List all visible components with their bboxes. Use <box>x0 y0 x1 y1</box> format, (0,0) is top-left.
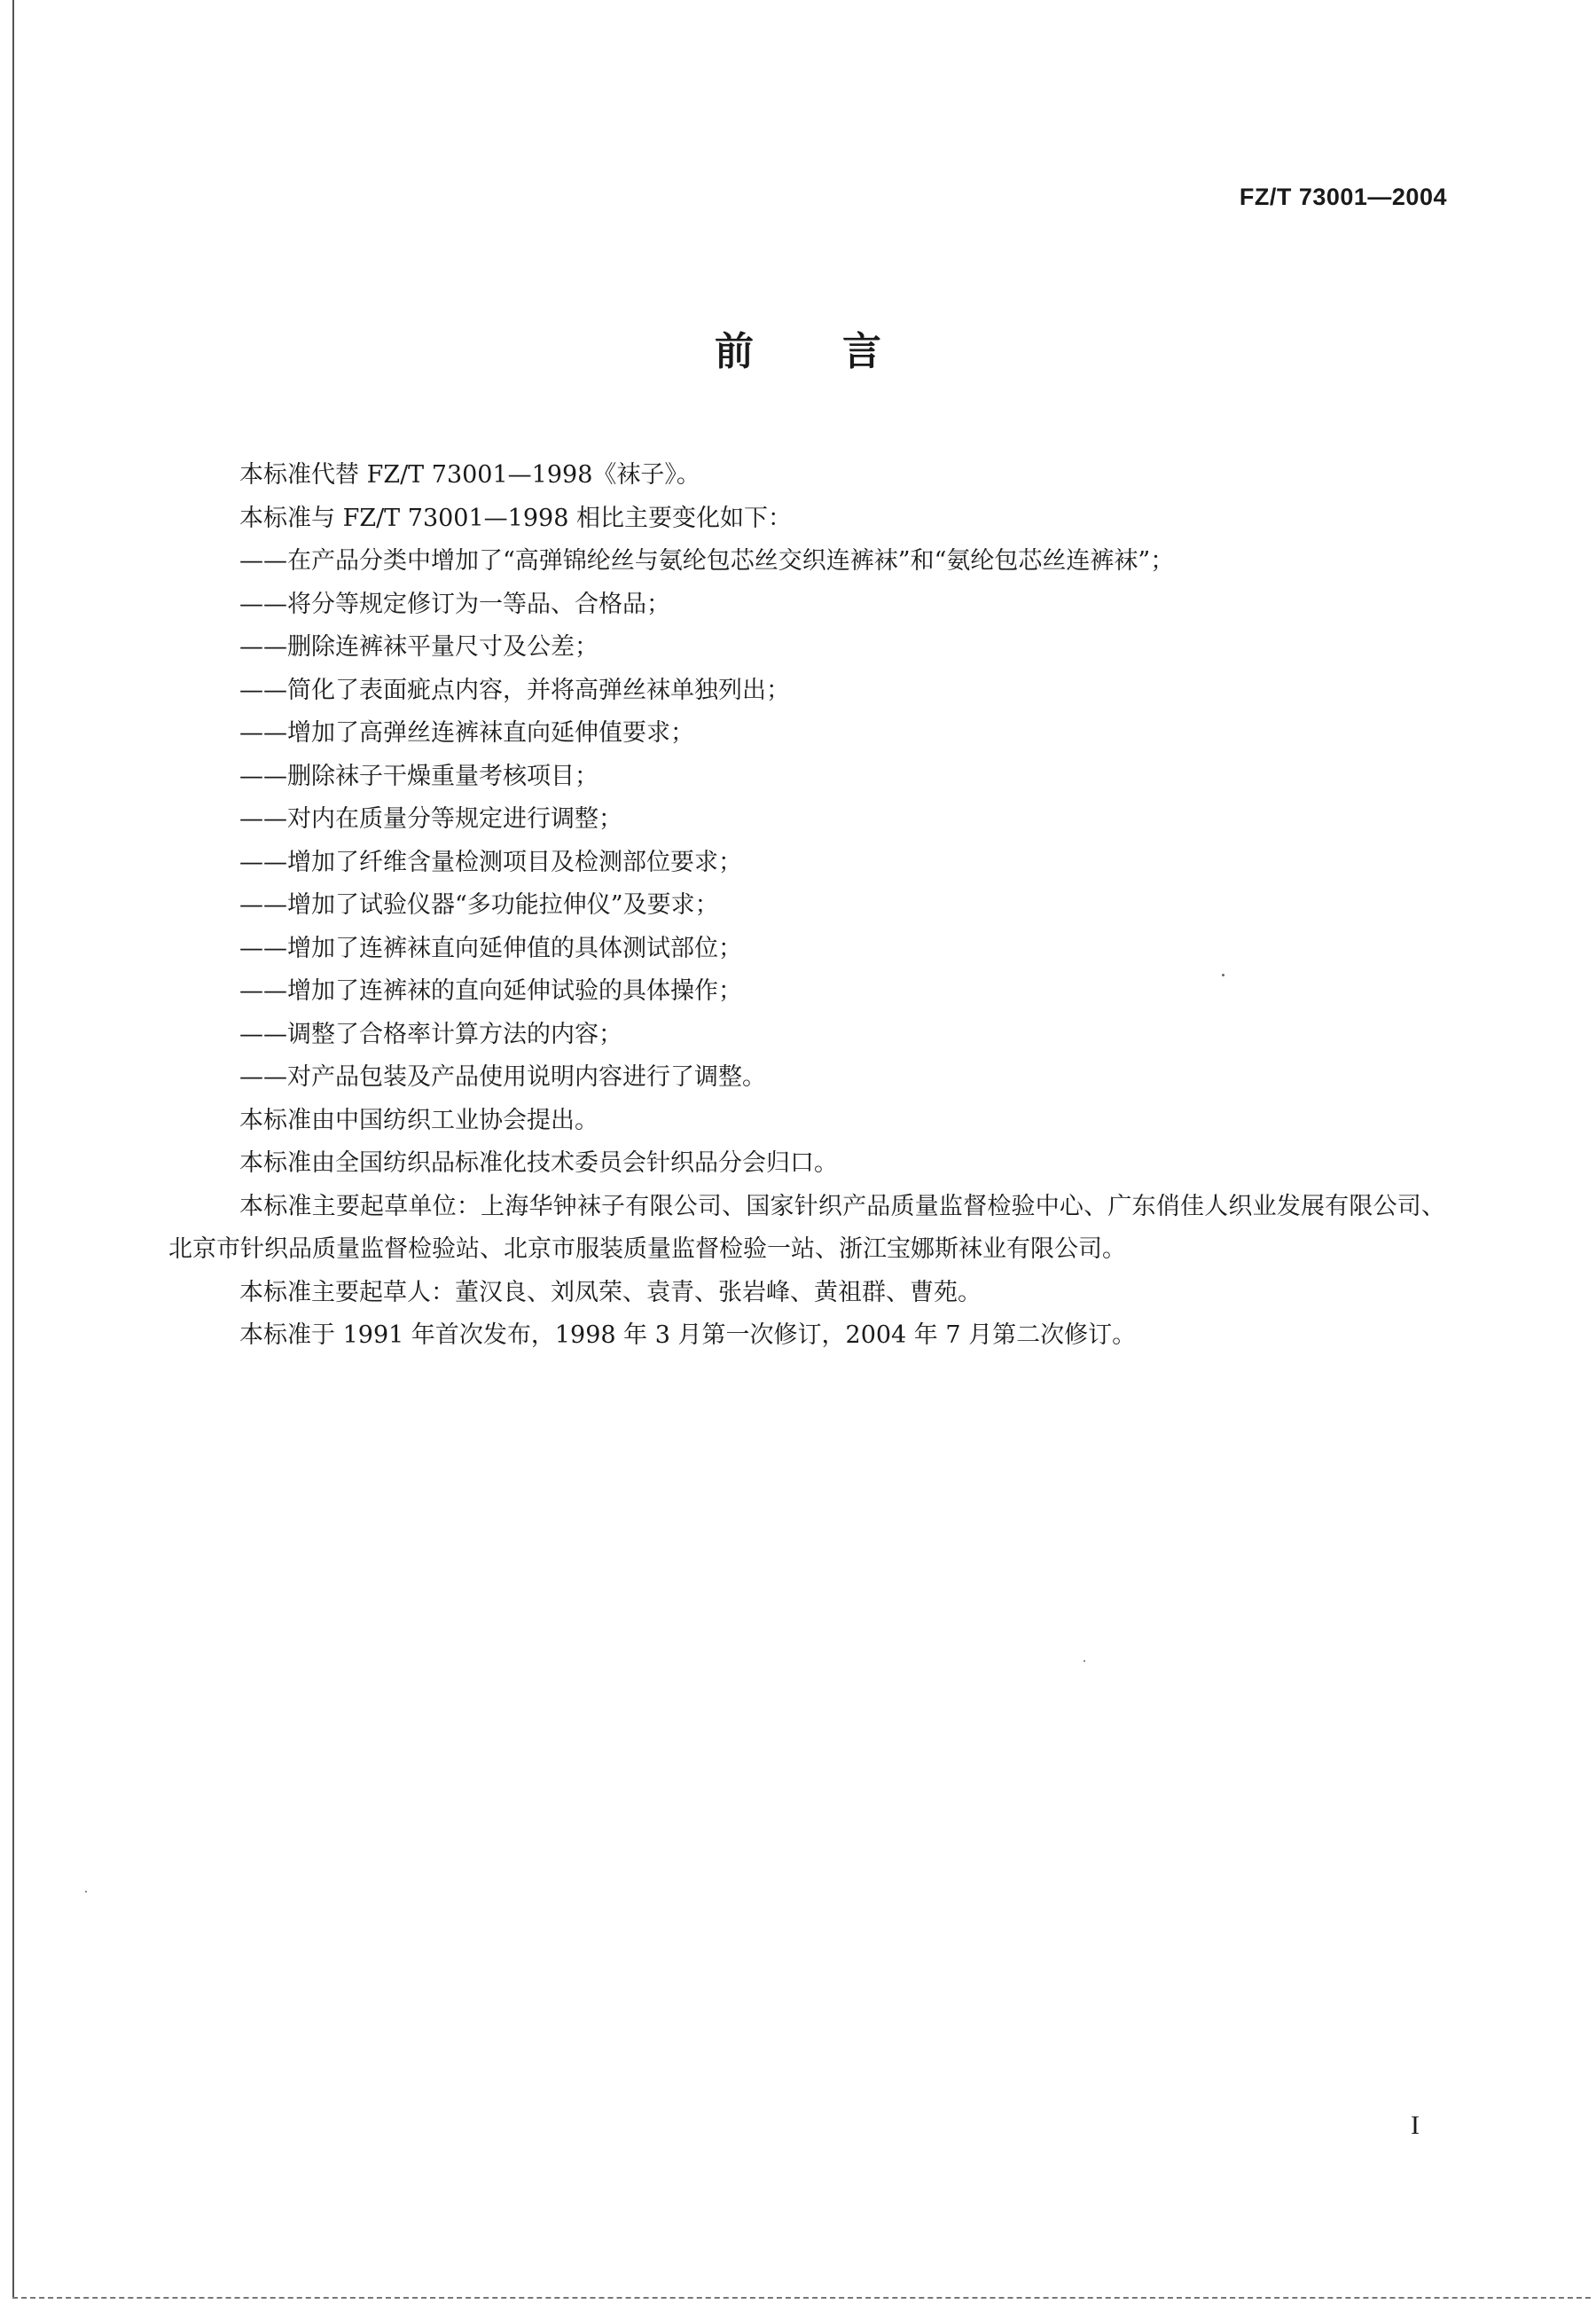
list-item: ——对产品包装及产品使用说明内容进行了调整。 <box>239 1063 766 1091</box>
page-bottom-edge <box>12 2297 1591 2299</box>
list-item: ——在产品分类中增加了“高弹锦纶丝与氨纶包芯丝交织连裤袜”和“氨纶包芯丝连裤袜”； <box>239 547 1175 575</box>
scan-speck <box>1222 974 1224 976</box>
list-item: ——删除连裤袜平量尺寸及公差； <box>239 633 598 661</box>
paragraph-changes-intro: 本标准与 FZ/T 73001—1998 相比主要变化如下： <box>239 504 792 532</box>
paragraph-drafting-units: 本标准主要起草单位：上海华钟袜子有限公司、国家针织产品质量监督检验中心、广东俏佳人织业发展有限公司、北京市针织品质量监督检验站、北京市服装质量监督检验一站、浙江宝娜斯袜业有限公司。 <box>168 1192 1445 1263</box>
paragraph-proposed-by: 本标准由中国纺织工业协会提出。 <box>239 1106 598 1134</box>
list-item: ——增加了高弹丝连裤袜直向延伸值要求； <box>239 719 694 747</box>
list-item: ——增加了连裤袜的直向延伸试验的具体操作； <box>239 977 742 1005</box>
page-title: 前言 <box>715 329 970 374</box>
list-item: ——将分等规定修订为一等品、合格品； <box>239 590 670 618</box>
paragraph-replaces: 本标准代替 FZ/T 73001—1998《袜子》。 <box>239 461 700 489</box>
foreword-body <box>168 454 1445 1358</box>
list-item: ——增加了纤维含量检测项目及检测部位要求； <box>239 848 742 876</box>
paragraph-drafters: 本标准主要起草人：董汉良、刘凤荣、袁青、张岩峰、黄祖群、曹苑。 <box>239 1278 982 1306</box>
standard-number: FZ/T 73001—2004 <box>1239 184 1447 210</box>
paragraph-administered-by: 本标准由全国纺织品标准化技术委员会针织品分会归口。 <box>239 1149 838 1177</box>
list-item: ——增加了连裤袜直向延伸值的具体测试部位； <box>239 934 742 962</box>
paragraph-history: 本标准于 1991 年首次发布，1998 年 3 月第一次修订，2004 年 7 月第二次修订。 <box>239 1321 1137 1349</box>
list-item: ——对内在质量分等规定进行调整； <box>239 805 622 833</box>
list-item: ——简化了表面疵点内容，并将高弹丝袜单独列出； <box>239 676 790 704</box>
list-item: ——调整了合格率计算方法的内容； <box>239 1020 622 1048</box>
page-number: I <box>1411 2111 1420 2140</box>
list-item: ——增加了试验仪器“多功能拉伸仪”及要求； <box>239 891 719 919</box>
scan-speck <box>85 1891 87 1893</box>
scan-speck <box>1084 1660 1085 1662</box>
changes-list <box>168 540 1445 1100</box>
list-item: ——删除袜子干燥重量考核项目； <box>239 762 598 790</box>
